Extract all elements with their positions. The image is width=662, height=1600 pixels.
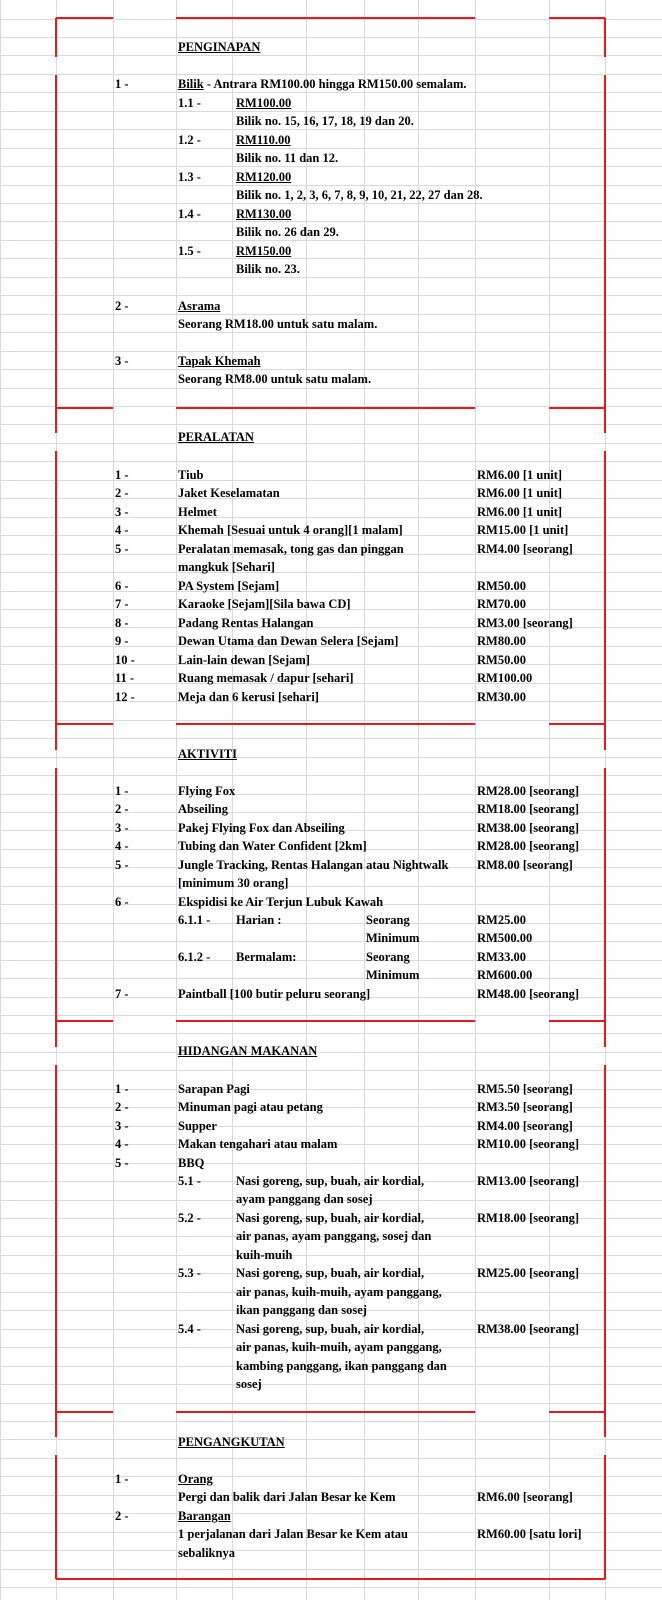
item-name: Tubing dan Water Confident [2km] — [178, 839, 367, 853]
item-number: 3 - — [115, 821, 129, 835]
item-name: Karaoke [Sejam][Sila bawa CD] — [178, 597, 351, 611]
item-name: Jungle Tracking, Rentas Halangan atau Nightwalk — [178, 858, 449, 872]
menu-line: sosej — [236, 1377, 262, 1391]
section-title-hidangan: HIDANGAN MAKANAN — [178, 1044, 318, 1058]
item-number: 5 - — [115, 542, 129, 556]
item-price: RM33.00 — [477, 950, 526, 964]
item-price: RM50.00 — [477, 579, 526, 593]
item-number: 6 - — [115, 579, 129, 593]
sub-item-number: 1.1 - — [178, 96, 201, 110]
item-number: 5 - — [115, 1156, 129, 1170]
item-name-cont: mangkuk [Sehari] — [178, 560, 275, 574]
item-name: Dewan Utama dan Dewan Selera [Sejam] — [178, 634, 399, 648]
sub-item-number: 6.1.1 - — [178, 913, 211, 927]
item-name: Bilik — [178, 77, 204, 91]
item-description: - Antrara RM100.00 hingga RM150.00 semalam. — [203, 77, 467, 91]
menu-line: air panas, kuih-muih, ayam panggang, — [236, 1340, 442, 1354]
item-description: Seorang RM18.00 untuk satu malam. — [178, 317, 378, 331]
item-number: 2 - — [115, 1100, 129, 1114]
item-price: RM13.00 [seorang] — [477, 1174, 580, 1188]
item-number: 10 - — [115, 653, 135, 667]
room-price: RM100.00 — [236, 96, 292, 110]
item-number: 12 - — [115, 690, 135, 704]
section-title-peralatan: PERALATAN — [178, 430, 254, 444]
item-name: Helmet — [178, 505, 217, 519]
item-name: Ekspidisi ke Air Terjun Lubuk Kawah — [178, 895, 384, 909]
item-price: RM6.00 [1 unit] — [477, 486, 563, 500]
rate-label: Seorang — [366, 950, 410, 964]
item-number: 4 - — [115, 839, 129, 853]
item-price: RM30.00 — [477, 690, 526, 704]
menu-line: Nasi goreng, sup, buah, air kordial, — [236, 1211, 425, 1225]
item-price: RM6.00 [1 unit] — [477, 505, 563, 519]
menu-line: ayam panggang dan sosej — [236, 1192, 373, 1206]
item-price: RM50.00 — [477, 653, 526, 667]
sub-item-number: 1.4 - — [178, 207, 201, 221]
menu-line: air panas, kuih-muih, ayam panggang, — [236, 1285, 442, 1299]
item-number: 3 - — [115, 1119, 129, 1133]
item-number: 6 - — [115, 895, 129, 909]
room-price: RM150.00 — [236, 244, 292, 258]
room-list: Bilik no. 26 dan 29. — [236, 225, 339, 239]
item-price: RM10.00 [seorang] — [477, 1137, 580, 1151]
menu-line: kuih-muih — [236, 1248, 293, 1262]
item-price: RM28.00 [seorang] — [477, 784, 580, 798]
item-price: RM600.00 — [477, 968, 533, 982]
room-price: RM110.00 — [236, 133, 291, 147]
item-number: 3 - — [115, 354, 129, 368]
menu-line: ikan panggang dan sosej — [236, 1303, 367, 1317]
item-name: Minuman pagi atau petang — [178, 1100, 323, 1114]
item-name: Tiub — [178, 468, 204, 482]
item-name: Padang Rentas Halangan — [178, 616, 314, 630]
item-number: 8 - — [115, 616, 129, 630]
room-list: Bilik no. 11 dan 12. — [236, 151, 339, 165]
room-price: RM120.00 — [236, 170, 292, 184]
item-name: Orang — [178, 1472, 213, 1486]
item-number: 1 - — [115, 1082, 129, 1096]
item-name: Ruang memasak / dapur [sehari] — [178, 671, 354, 685]
item-price: RM38.00 [seorang] — [477, 1322, 580, 1336]
menu-line: air panas, ayam panggang, sosej dan — [236, 1229, 432, 1243]
item-number: 1 - — [115, 1472, 129, 1486]
item-number: 1 - — [115, 77, 129, 91]
sub-item-number: 1.3 - — [178, 170, 201, 184]
item-number: 1 - — [115, 468, 129, 482]
sub-item-number: 5.1 - — [178, 1174, 201, 1188]
item-name: Sarapan Pagi — [178, 1082, 250, 1096]
item-name: Pakej Flying Fox dan Abseiling — [178, 821, 345, 835]
trip-type: Harian : — [236, 913, 282, 927]
item-name: Tapak Khemah — [178, 354, 261, 368]
item-number: 5 - — [115, 858, 129, 872]
item-name: Supper — [178, 1119, 217, 1133]
item-name: Makan tengahari atau malam — [178, 1137, 338, 1151]
list-item — [178, 75, 467, 93]
item-number: 4 - — [115, 1137, 129, 1151]
item-price: RM4.00 [seorang] — [477, 1119, 573, 1133]
rate-label: Seorang — [366, 913, 410, 927]
item-description: 1 perjalanan dari Jalan Besar ke Kem atau — [178, 1527, 408, 1541]
item-number: 1 - — [115, 784, 129, 798]
room-list: Bilik no. 15, 16, 17, 18, 19 dan 20. — [236, 114, 414, 128]
rate-label: Minimum — [366, 931, 420, 945]
item-number: 7 - — [115, 987, 129, 1001]
item-price: RM6.00 [1 unit] — [477, 468, 563, 482]
item-number: 2 - — [115, 802, 129, 816]
item-name: PA System [Sejam] — [178, 579, 280, 593]
item-price: RM3.00 [seorang] — [477, 616, 573, 630]
item-price: RM8.00 [seorang] — [477, 858, 573, 872]
item-name: Flying Fox — [178, 784, 236, 798]
sub-item-number: 5.4 - — [178, 1322, 201, 1336]
rate-label: Minimum — [366, 968, 420, 982]
item-number: 9 - — [115, 634, 129, 648]
room-price: RM130.00 — [236, 207, 292, 221]
item-price: RM500.00 — [477, 931, 533, 945]
room-list: Bilik no. 1, 2, 3, 6, 7, 8, 9, 10, 21, 22, 27 dan 28. — [236, 188, 483, 202]
item-name: Peralatan memasak, tong gas dan pinggan — [178, 542, 404, 556]
item-name: Barangan — [178, 1509, 231, 1523]
item-number: 11 - — [115, 671, 135, 685]
item-price: RM38.00 [seorang] — [477, 821, 580, 835]
item-price: RM18.00 [seorang] — [477, 1211, 580, 1225]
section-title-penginapan: PENGINAPAN — [178, 40, 261, 54]
sub-item-number: 6.1.2 - — [178, 950, 211, 964]
item-price: RM28.00 [seorang] — [477, 839, 580, 853]
item-name-cont: [minimum 30 orang] — [178, 876, 289, 890]
item-description: Pergi dan balik dari Jalan Besar ke Kem — [178, 1490, 396, 1504]
section-title-pengangkutan: PENGANGKUTAN — [178, 1435, 285, 1449]
item-price: RM6.00 [seorang] — [477, 1490, 573, 1504]
menu-line: Nasi goreng, sup, buah, air kordial, — [236, 1322, 425, 1336]
sub-item-number: 1.5 - — [178, 244, 201, 258]
item-price: RM18.00 [seorang] — [477, 802, 580, 816]
item-price: RM4.00 [seorang] — [477, 542, 573, 556]
sub-item-number: 5.3 - — [178, 1266, 201, 1280]
item-price: RM25.00 — [477, 913, 526, 927]
item-number: 2 - — [115, 486, 129, 500]
item-name: Asrama — [178, 299, 221, 313]
item-price: RM5.50 [seorang] — [477, 1082, 573, 1096]
item-name: Paintball [100 butir peluru seorang] — [178, 987, 371, 1001]
item-price: RM60.00 [satu lori] — [477, 1527, 582, 1541]
item-name: Abseiling — [178, 802, 229, 816]
item-price: RM3.50 [seorang] — [477, 1100, 573, 1114]
item-number: 7 - — [115, 597, 129, 611]
item-price: RM15.00 [1 unit] — [477, 523, 569, 537]
section-title-aktiviti: AKTIVITI — [178, 747, 238, 761]
item-name: Lain-lain dewan [Sejam] — [178, 653, 310, 667]
room-list: Bilik no. 23. — [236, 262, 300, 276]
item-name: Jaket Keselamatan — [178, 486, 280, 500]
item-name: Meja dan 6 kerusi [sehari] — [178, 690, 319, 704]
item-description: Seorang RM8.00 untuk satu malam. — [178, 372, 372, 386]
item-price: RM80.00 — [477, 634, 526, 648]
item-price: RM25.00 [seorang] — [477, 1266, 580, 1280]
item-number: 3 - — [115, 505, 129, 519]
item-description-cont: sebaliknya — [178, 1546, 235, 1560]
item-price: RM48.00 [seorang] — [477, 987, 580, 1001]
item-number: 2 - — [115, 299, 129, 313]
item-number: 2 - — [115, 1509, 129, 1523]
item-name: Khemah [Sesuai untuk 4 orang][1 malam] — [178, 523, 403, 537]
item-price: RM100.00 — [477, 671, 533, 685]
sub-item-number: 5.2 - — [178, 1211, 201, 1225]
item-number: 4 - — [115, 523, 129, 537]
menu-line: Nasi goreng, sup, buah, air kordial, — [236, 1266, 425, 1280]
menu-line: kambing panggang, ikan panggang dan — [236, 1359, 447, 1373]
trip-type: Bermalam: — [236, 950, 297, 964]
menu-line: Nasi goreng, sup, buah, air kordial, — [236, 1174, 425, 1188]
item-price: RM70.00 — [477, 597, 526, 611]
sub-item-number: 1.2 - — [178, 133, 201, 147]
item-name: BBQ — [178, 1156, 205, 1170]
